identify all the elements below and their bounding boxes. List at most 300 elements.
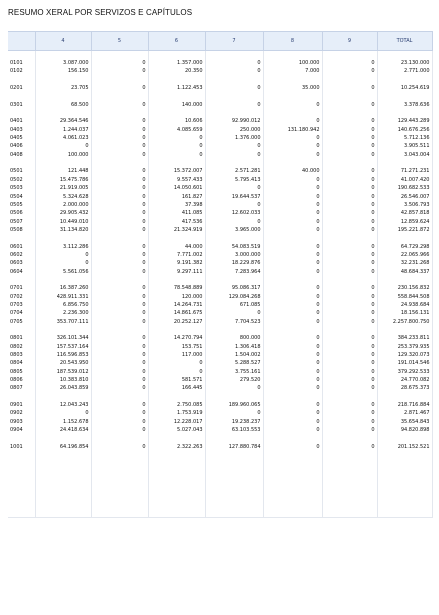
cell-chapter-9: 0 [322, 426, 377, 434]
cell-chapter-9: 0 [322, 418, 377, 426]
cell-service-code [8, 484, 35, 492]
cell-chapter-7: 671.085 [205, 301, 263, 309]
cell-service-code [8, 76, 35, 84]
cell-chapter-5: 0 [91, 217, 148, 225]
cell-chapter-5: 0 [91, 251, 148, 259]
cell-chapter-9 [322, 51, 377, 59]
table-row [8, 201, 432, 209]
cell-service-code: 0602 [10, 251, 23, 258]
cell-chapter-7: 12.602.033 [205, 209, 263, 217]
cell-chapter-8: 100.000 [263, 59, 322, 67]
cell-chapter-8 [263, 92, 322, 100]
cell-chapter-9: 0 [322, 134, 377, 142]
cell-total: 2.771.000 [377, 67, 432, 75]
cell-total: 5.712.136 [377, 134, 432, 142]
cell-chapter-7 [205, 109, 263, 117]
cell-chapter-4 [35, 476, 91, 484]
cell-chapter-4 [35, 92, 91, 100]
cell-service-code [8, 451, 35, 459]
table-row [8, 468, 432, 476]
cell-chapter-9: 0 [322, 409, 377, 417]
cell-chapter-7: 63.103.553 [205, 426, 263, 434]
cell-chapter-8: 131.180.942 [263, 126, 322, 134]
cell-total: 26.546.007 [377, 192, 432, 200]
cell-total: 71.271.231 [377, 167, 432, 175]
cell-chapter-7: 129.084.268 [205, 292, 263, 300]
cell-chapter-5: 0 [91, 134, 148, 142]
cell-total: 3.043.004 [377, 151, 432, 159]
cell-chapter-7: 189.960.065 [205, 401, 263, 409]
cell-chapter-5: 0 [91, 343, 148, 351]
cell-chapter-4: 1.244.037 [35, 126, 91, 134]
cell-total [377, 276, 432, 284]
cell-chapter-6: 14.264.731 [148, 301, 205, 309]
cell-chapter-4: 31.134.820 [35, 226, 91, 234]
table-row [8, 509, 432, 517]
cell-chapter-7: 7.283.964 [205, 267, 263, 275]
header-chapter-5: 5 [91, 32, 148, 51]
cell-chapter-9: 0 [322, 401, 377, 409]
table-row [8, 334, 432, 342]
table-row [8, 226, 432, 234]
cell-chapter-7: 92.990.012 [205, 117, 263, 125]
cell-chapter-4 [35, 468, 91, 476]
cell-chapter-9: 0 [322, 284, 377, 292]
summary-table [8, 31, 433, 518]
cell-chapter-8: 0 [263, 176, 322, 184]
cell-chapter-8 [263, 476, 322, 484]
cell-chapter-6 [148, 509, 205, 517]
cell-service-code: 0505 [10, 201, 23, 208]
cell-total: 3.378.636 [377, 101, 432, 109]
cell-chapter-4 [35, 451, 91, 459]
cell-chapter-9: 0 [322, 251, 377, 259]
cell-chapter-4 [35, 76, 91, 84]
cell-chapter-9: 0 [322, 126, 377, 134]
cell-chapter-9: 0 [322, 376, 377, 384]
cell-chapter-6: 7.771.002 [148, 251, 205, 259]
cell-chapter-4 [35, 493, 91, 501]
table-row [8, 109, 432, 117]
cell-chapter-7 [205, 493, 263, 501]
table-row [8, 451, 432, 459]
cell-chapter-5: 0 [91, 176, 148, 184]
cell-chapter-8: 0 [263, 301, 322, 309]
cell-total: 24.770.082 [377, 376, 432, 384]
cell-service-code: 0702 [10, 293, 23, 300]
cell-chapter-4: 116.596.853 [35, 351, 91, 359]
cell-chapter-6 [148, 468, 205, 476]
table-row [8, 434, 432, 442]
cell-chapter-6 [148, 276, 205, 284]
cell-chapter-4: 2.236.300 [35, 309, 91, 317]
cell-chapter-7 [205, 468, 263, 476]
cell-chapter-8 [263, 326, 322, 334]
cell-chapter-9: 0 [322, 101, 377, 109]
cell-chapter-6 [148, 493, 205, 501]
cell-chapter-9 [322, 234, 377, 242]
cell-chapter-6 [148, 234, 205, 242]
table-row [8, 409, 432, 417]
cell-service-code: 0701 [10, 285, 23, 292]
cell-service-code [8, 276, 35, 284]
cell-chapter-9: 0 [322, 334, 377, 342]
cell-chapter-9 [322, 484, 377, 492]
cell-chapter-6 [148, 501, 205, 509]
cell-chapter-6: 9.191.382 [148, 259, 205, 267]
cell-chapter-6: 21.324.919 [148, 226, 205, 234]
cell-chapter-9 [322, 493, 377, 501]
cell-chapter-8 [263, 109, 322, 117]
cell-chapter-7: 0 [205, 384, 263, 392]
cell-chapter-8 [263, 76, 322, 84]
cell-chapter-8: 0 [263, 318, 322, 326]
table-row [8, 351, 432, 359]
cell-chapter-4 [35, 159, 91, 167]
cell-service-code: 0301 [10, 101, 23, 108]
cell-service-code: 0504 [10, 193, 23, 200]
cell-chapter-9: 0 [322, 84, 377, 92]
cell-chapter-6: 2.322.263 [148, 443, 205, 451]
cell-chapter-7 [205, 476, 263, 484]
cell-chapter-4: 353.707.111 [35, 318, 91, 326]
cell-total: 32.231.268 [377, 259, 432, 267]
cell-chapter-8: 0 [263, 334, 322, 342]
cell-chapter-9: 0 [322, 318, 377, 326]
cell-chapter-5: 0 [91, 126, 148, 134]
table-row [8, 326, 432, 334]
cell-chapter-9: 0 [322, 242, 377, 250]
cell-chapter-8: 0 [263, 409, 322, 417]
cell-service-code: 0807 [10, 385, 23, 392]
table-row [8, 176, 432, 184]
table-row [8, 443, 432, 451]
cell-chapter-6: 117.000 [148, 351, 205, 359]
cell-chapter-7 [205, 501, 263, 509]
cell-total [377, 484, 432, 492]
cell-chapter-9: 0 [322, 192, 377, 200]
table-row [8, 259, 432, 267]
table-row [8, 359, 432, 367]
cell-chapter-5: 0 [91, 184, 148, 192]
table-row [8, 284, 432, 292]
cell-service-code: 0408 [10, 151, 23, 158]
cell-service-code [8, 493, 35, 501]
cell-chapter-6: 44.000 [148, 242, 205, 250]
table-row [8, 234, 432, 242]
cell-chapter-4: 121.448 [35, 167, 91, 175]
cell-chapter-7: 3.965.000 [205, 226, 263, 234]
cell-chapter-8 [263, 159, 322, 167]
cell-service-code [8, 51, 35, 59]
cell-chapter-6 [148, 476, 205, 484]
cell-total: 94.820.898 [377, 426, 432, 434]
cell-chapter-6: 14.050.601 [148, 184, 205, 192]
header-chapter-4: 4 [35, 32, 91, 51]
cell-chapter-8 [263, 459, 322, 467]
cell-chapter-4 [35, 51, 91, 59]
cell-chapter-8: 0 [263, 134, 322, 142]
table-row [8, 493, 432, 501]
cell-chapter-4 [35, 501, 91, 509]
cell-chapter-9: 0 [322, 176, 377, 184]
cell-service-code [8, 434, 35, 442]
cell-chapter-9: 0 [322, 59, 377, 67]
cell-chapter-7 [205, 484, 263, 492]
cell-total: 190.682.533 [377, 184, 432, 192]
cell-chapter-6 [148, 76, 205, 84]
cell-total [377, 92, 432, 100]
cell-chapter-6: 9.557.433 [148, 176, 205, 184]
cell-chapter-7: 0 [205, 217, 263, 225]
table-row [8, 251, 432, 259]
cell-chapter-7: 7.704.523 [205, 318, 263, 326]
cell-chapter-6: 120.000 [148, 292, 205, 300]
cell-chapter-7 [205, 393, 263, 401]
cell-total [377, 51, 432, 59]
cell-chapter-7: 54.083.519 [205, 242, 263, 250]
cell-chapter-9 [322, 451, 377, 459]
cell-chapter-5 [91, 92, 148, 100]
cell-chapter-7: 1.504.002 [205, 351, 263, 359]
cell-service-code: 0704 [10, 310, 23, 317]
cell-chapter-6 [148, 451, 205, 459]
cell-chapter-5: 0 [91, 301, 148, 309]
table-row [8, 59, 432, 67]
cell-chapter-6: 4.085.659 [148, 126, 205, 134]
cell-service-code: 0101 [10, 60, 23, 67]
cell-chapter-5: 0 [91, 201, 148, 209]
cell-chapter-7: 800.000 [205, 334, 263, 342]
cell-total: 379.292.533 [377, 368, 432, 376]
cell-service-code: 0804 [10, 360, 23, 367]
cell-chapter-8: 0 [263, 117, 322, 125]
cell-total: 218.716.884 [377, 401, 432, 409]
cell-chapter-5: 0 [91, 117, 148, 125]
table-row [8, 51, 432, 59]
cell-chapter-6: 0 [148, 359, 205, 367]
table-row [8, 301, 432, 309]
cell-chapter-9: 0 [322, 259, 377, 267]
cell-chapter-7 [205, 159, 263, 167]
header-service [8, 32, 35, 51]
cell-chapter-9: 0 [322, 309, 377, 317]
cell-chapter-7: 0 [205, 151, 263, 159]
cell-service-code: 0802 [10, 343, 23, 350]
cell-chapter-9: 0 [322, 443, 377, 451]
cell-total [377, 434, 432, 442]
cell-chapter-5: 0 [91, 309, 148, 317]
table-row [8, 292, 432, 300]
cell-chapter-4 [35, 434, 91, 442]
cell-chapter-9: 0 [322, 226, 377, 234]
cell-chapter-6 [148, 51, 205, 59]
cell-chapter-4: 29.905.432 [35, 209, 91, 217]
cell-chapter-5: 0 [91, 67, 148, 75]
cell-service-code [8, 393, 35, 401]
cell-chapter-6 [148, 326, 205, 334]
cell-chapter-7 [205, 326, 263, 334]
cell-chapter-6: 5.027.043 [148, 426, 205, 434]
cell-chapter-9 [322, 476, 377, 484]
cell-chapter-8: 0 [263, 226, 322, 234]
cell-chapter-5: 0 [91, 334, 148, 342]
table-row [8, 318, 432, 326]
cell-chapter-7: 95.086.317 [205, 284, 263, 292]
cell-chapter-4: 1.152.678 [35, 418, 91, 426]
cell-chapter-5 [91, 276, 148, 284]
cell-chapter-8: 0 [263, 142, 322, 150]
cell-chapter-8: 0 [263, 376, 322, 384]
cell-total [377, 509, 432, 517]
cell-chapter-8: 0 [263, 401, 322, 409]
cell-chapter-7: 127.880.784 [205, 443, 263, 451]
cell-chapter-6: 166.445 [148, 384, 205, 392]
cell-chapter-5 [91, 484, 148, 492]
cell-chapter-5 [91, 393, 148, 401]
cell-chapter-5 [91, 493, 148, 501]
cell-chapter-5: 0 [91, 242, 148, 250]
table-row [8, 192, 432, 200]
cell-chapter-7 [205, 459, 263, 467]
cell-chapter-8: 0 [263, 443, 322, 451]
cell-total [377, 393, 432, 401]
table-row [8, 418, 432, 426]
cell-chapter-8 [263, 434, 322, 442]
cell-service-code: 0403 [10, 126, 23, 133]
cell-total [377, 459, 432, 467]
cell-total: 129.443.289 [377, 117, 432, 125]
cell-chapter-4: 21.919.005 [35, 184, 91, 192]
table-row [8, 484, 432, 492]
cell-chapter-5 [91, 234, 148, 242]
cell-chapter-4: 15.475.786 [35, 176, 91, 184]
cell-chapter-5 [91, 434, 148, 442]
cell-chapter-6 [148, 92, 205, 100]
cell-chapter-9: 0 [322, 151, 377, 159]
cell-chapter-5: 0 [91, 384, 148, 392]
cell-chapter-6: 1.753.919 [148, 409, 205, 417]
cell-total: 42.857.818 [377, 209, 432, 217]
cell-chapter-5: 0 [91, 167, 148, 175]
cell-chapter-9: 0 [322, 343, 377, 351]
cell-chapter-7: 0 [205, 201, 263, 209]
header-chapter-8: 8 [263, 32, 322, 51]
cell-chapter-6: 10.606 [148, 117, 205, 125]
cell-service-code: 0705 [10, 318, 23, 325]
cell-chapter-4 [35, 393, 91, 401]
cell-chapter-9: 0 [322, 167, 377, 175]
cell-total: 23.130.000 [377, 59, 432, 67]
cell-chapter-4: 5.561.056 [35, 267, 91, 275]
cell-total: 48.684.337 [377, 267, 432, 275]
table-row [8, 126, 432, 134]
cell-service-code [8, 326, 35, 334]
cell-total [377, 468, 432, 476]
table-row [8, 101, 432, 109]
cell-chapter-9 [322, 109, 377, 117]
cell-chapter-4: 2.000.000 [35, 201, 91, 209]
cell-chapter-6: 9.297.111 [148, 267, 205, 275]
cell-chapter-5: 0 [91, 226, 148, 234]
cell-total [377, 76, 432, 84]
cell-service-code: 0601 [10, 243, 23, 250]
cell-total: 18.156.131 [377, 309, 432, 317]
cell-chapter-5 [91, 468, 148, 476]
cell-total [377, 326, 432, 334]
cell-service-code [8, 476, 35, 484]
cell-chapter-9 [322, 326, 377, 334]
table-row [8, 209, 432, 217]
cell-chapter-8: 0 [263, 351, 322, 359]
cell-chapter-4 [35, 326, 91, 334]
cell-chapter-4: 10.383.810 [35, 376, 91, 384]
cell-chapter-8: 0 [263, 192, 322, 200]
cell-chapter-8: 0 [263, 292, 322, 300]
cell-chapter-5 [91, 51, 148, 59]
cell-service-code: 0903 [10, 418, 23, 425]
table-row [8, 267, 432, 275]
cell-chapter-7 [205, 51, 263, 59]
cell-service-code: 0806 [10, 377, 23, 384]
cell-chapter-9 [322, 92, 377, 100]
cell-chapter-4 [35, 234, 91, 242]
cell-total [377, 234, 432, 242]
cell-total: 129.320.073 [377, 351, 432, 359]
cell-chapter-9 [322, 468, 377, 476]
header-total: TOTAL [377, 32, 432, 51]
cell-chapter-7: 0 [205, 84, 263, 92]
cell-total: 3.506.793 [377, 201, 432, 209]
cell-service-code: 0703 [10, 301, 23, 308]
cell-chapter-4: 20.543.950 [35, 359, 91, 367]
cell-chapter-4: 10.449.010 [35, 217, 91, 225]
cell-chapter-4: 0 [35, 409, 91, 417]
cell-chapter-7: 5.795.413 [205, 176, 263, 184]
cell-total: 10.254.619 [377, 84, 432, 92]
cell-total: 3.905.511 [377, 142, 432, 150]
cell-chapter-9: 0 [322, 201, 377, 209]
table-row [8, 242, 432, 250]
cell-chapter-9: 0 [322, 142, 377, 150]
cell-chapter-5 [91, 501, 148, 509]
cell-chapter-8: 0 [263, 217, 322, 225]
cell-chapter-6 [148, 434, 205, 442]
cell-chapter-6: 411.085 [148, 209, 205, 217]
cell-chapter-6: 78.548.889 [148, 284, 205, 292]
cell-chapter-8 [263, 468, 322, 476]
cell-chapter-6: 12.228.017 [148, 418, 205, 426]
cell-chapter-4 [35, 484, 91, 492]
cell-service-code: 0507 [10, 218, 23, 225]
cell-chapter-8: 0 [263, 426, 322, 434]
cell-service-code: 0102 [10, 68, 23, 75]
cell-chapter-4: 0 [35, 251, 91, 259]
table-row [8, 184, 432, 192]
cell-service-code: 0201 [10, 85, 23, 92]
cell-service-code: 0901 [10, 402, 23, 409]
cell-chapter-4: 6.856.750 [35, 301, 91, 309]
cell-chapter-7 [205, 451, 263, 459]
cell-chapter-5: 0 [91, 259, 148, 267]
cell-chapter-7: 3.000.000 [205, 251, 263, 259]
cell-chapter-8: 7.000 [263, 67, 322, 75]
cell-total: 230.156.832 [377, 284, 432, 292]
cell-chapter-7 [205, 276, 263, 284]
cell-total [377, 159, 432, 167]
cell-chapter-5: 0 [91, 192, 148, 200]
cell-chapter-5: 0 [91, 101, 148, 109]
